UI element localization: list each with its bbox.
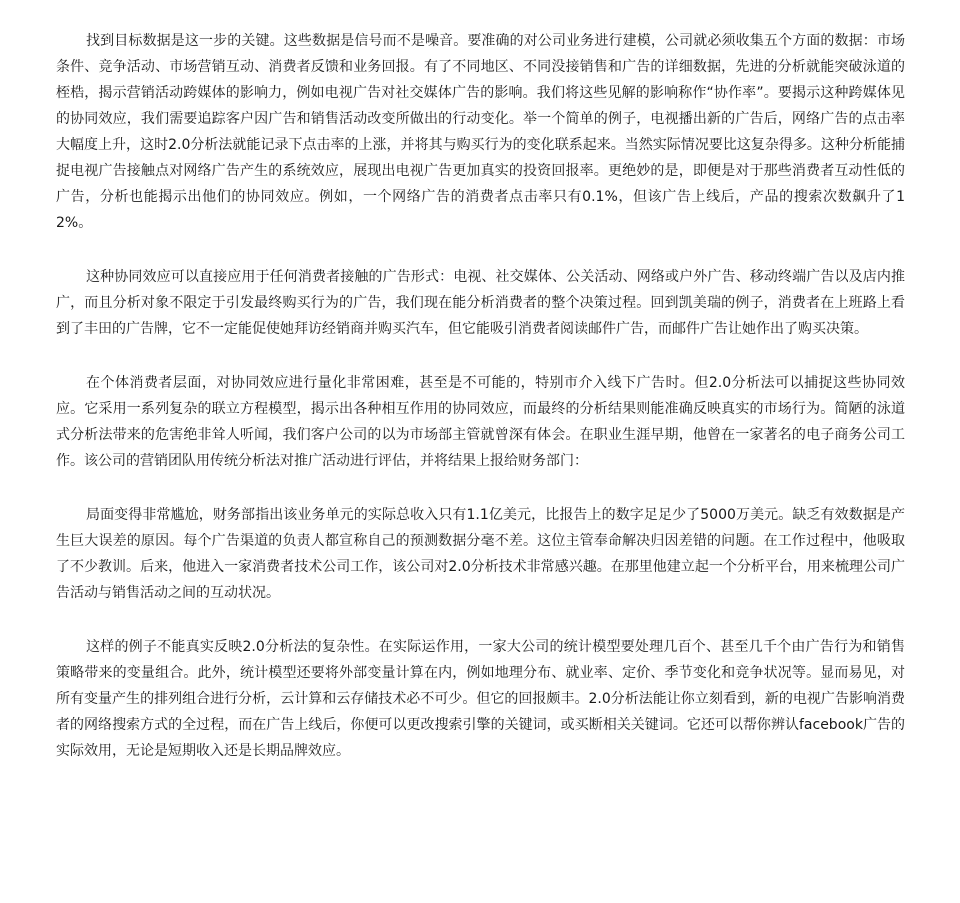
paragraph-2: 这种协同效应可以直接应用于任何消费者接触的广告形式：电视、社交媒体、公关活动、网络或户外广告、移动终端广告以及店内推广，而且分析对象不限定于引发最终购买行为的广告，我们现在能分析消费者的整个决策过程。回到凯美瑞的例子，消费者在上班路上看到了丰田的广告牌，它不一定能促使她拜访经销商并购买汽车，但它能吸引消费者阅读邮件广告，而邮件广告让她作出了购买决策。: [56, 269, 905, 337]
paragraph-5: 这样的例子不能真实反映2.0分析法的复杂性。在实际运作用，一家大公司的统计模型要处理几百个、甚至几千个由广告行为和销售策略带来的变量组合。此外，统计模型还要将外部变量计算在内，例如地理分布、就业率、定价、季节变化和竞争状况等。显而易见，对所有变量产生的排列组合进行分析，云计算和云存储技术必不可少。但它的回报颇丰。2.0分析法能让你立刻看到，新的电视广告影响消费者的网络搜索方式的全过程，而在广告上线后，你便可以更改搜索引擎的关键词，或买断相关关键词。它还可以帮你辨认facebook广告的实际效用，无论是短期收入还是长期品牌效应。: [56, 639, 905, 759]
paragraph-4: 局面变得非常尴尬，财务部指出该业务单元的实际总收入只有1.1亿美元，比报告上的数字足足少了5000万美元。缺乏有效数据是产生巨大误差的原因。每个广告渠道的负责人都宣称自己的预测数据分毫不差。这位主管奉命解决归因差错的问题。在工作过程中，他吸取了不少教训。后来，他进入一家消费者技术公司工作，该公司对2.0分析技术非常感兴趣。在那里他建立起一个分析平台，用来梳理公司广告活动与销售活动之间的互动状况。: [56, 507, 905, 601]
paragraph-1: 找到目标数据是这一步的关键。这些数据是信号而不是噪音。要准确的对公司业务进行建模，公司就必须收集五个方面的数据：市场条件、竞争活动、市场营销互动、消费者反馈和业务回报。有了不同地区、不同没接销售和广告的详细数据，先进的分析就能突破泳道的桎梏，揭示营销活动跨媒体的影响力，例如电视广告对社交媒体广告的影响。我们将这些见解的影响称作“协作率”。要揭示这种跨媒体见的协同效应，我们需要追踪客户因广告和销售活动改变所做出的行动变化。举一个简单的例子，电视播出新的广告后，网络广告的点击率大幅度上升，这时2.0分析法就能记录下点击率的上涨，并将其与购买行为的变化联系起来。当然实际情况要比这复杂得多。这种分析能捕捉电视广告接触点对网络广告产生的系统效应，展现出电视广告更加真实的投资回报率。更绝妙的是，即便是对于那些消费者互动性低的广告，分析也能揭示出他们的协同效应。例如，一个网络广告的消费者点击率只有0.1%，但该广告上线后，产品的搜索次数飙升了12%。: [56, 33, 905, 231]
paragraph-3: 在个体消费者层面，对协同效应进行量化非常困难，甚至是不可能的，特别市介入线下广告时。但2.0分析法可以捕捉这些协同效应。它采用一系列复杂的联立方程模型，揭示出各种相互作用的协同效应，而最终的分析结果则能准确反映真实的市场行为。简陋的泳道式分析法带来的危害绝非耸人听闻，我们客户公司的以为市场部主管就曾深有体会。在职业生涯早期，他曾在一家著名的电子商务公司工作。该公司的营销团队用传统分析法对推广活动进行评估，并将结果上报给财务部门：: [56, 375, 905, 469]
